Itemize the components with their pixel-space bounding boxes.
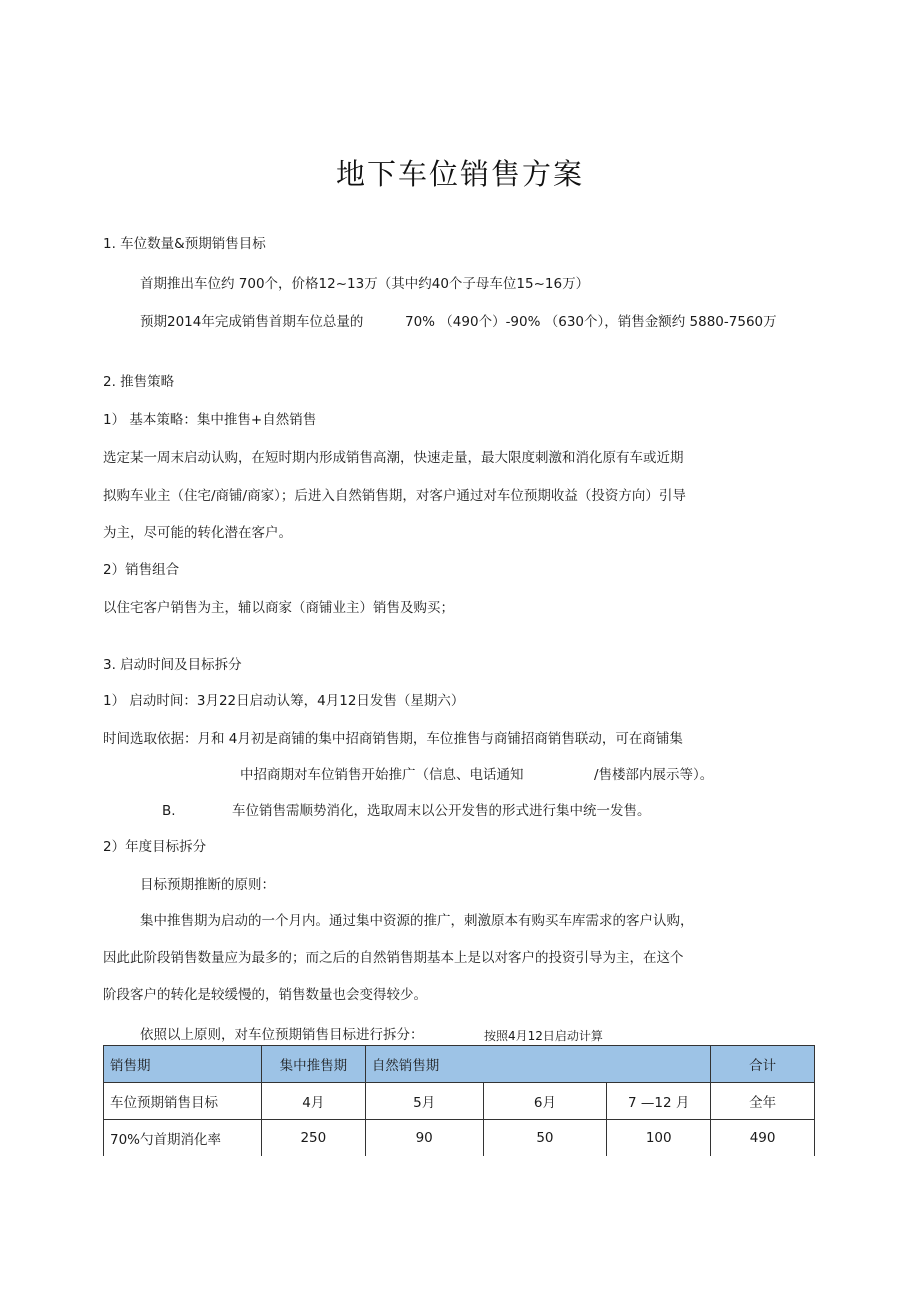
table-header-concentrated: 集中推售期 — [261, 1046, 365, 1083]
section-3-heading: 3. 启动时间及目标拆分 — [103, 657, 242, 673]
table-header-row — [104, 1046, 815, 1083]
table-cell: 100 — [607, 1120, 711, 1157]
section-2-paragraph-2: 拟购车业主（住宅/商铺/商家）；后进入自然销售期，对客户通过对车位预期收益（投资方向）引导 — [103, 488, 686, 504]
table-cell-label: 70%勺首期消化率 — [104, 1120, 262, 1157]
table-cell: 90 — [365, 1120, 483, 1157]
page-title: 地下车位销售方案 — [335, 157, 584, 191]
table-header-natural: 自然销售期 — [365, 1046, 710, 1083]
section-2-paragraph-3: 为主，尽可能的转化潜在客户。 — [103, 525, 292, 541]
section-3-basis-1: 时间选取依据：月和 4月初是商铺的集中招商销售期，车位推售与商铺招商销售联动，可在商铺集 — [103, 731, 683, 747]
section-2-sub-1: 1） 基本策略：集中推售+自然销售 — [103, 412, 317, 428]
section-3-principle: 目标预期推断的原则： — [140, 877, 275, 893]
section-1-paragraph-2b: 70% （490个）-90% （630个），销售金额约 5880-7560万 — [405, 314, 777, 330]
section-3-sub-2: 2）年度目标拆分 — [103, 839, 207, 855]
table-cell: 4月 — [261, 1083, 365, 1120]
table-cell: 50 — [483, 1120, 607, 1157]
table-cell: 250 — [261, 1120, 365, 1157]
table-cell: 全年 — [711, 1083, 815, 1120]
section-2-paragraph-4: 以住宅客户销售为主，辅以商家（商铺业主）销售及购买； — [103, 600, 454, 616]
section-1-heading: 1. 车位数量&预期销售目标 — [103, 236, 266, 252]
section-3-intro: 依照以上原则，对车位预期销售目标进行拆分： — [140, 1027, 424, 1043]
section-2-paragraph-1: 选定某一周末启动认购，在短时期内形成销售高潮，快速走量，最大限度刺激和消化原有车或近期 — [103, 450, 684, 466]
table-row — [104, 1083, 815, 1120]
section-3-paragraph-3: 阶段客户的转化是较缓慢的，销售数量也会变得较少。 — [103, 987, 427, 1003]
section-3-b-text: 车位销售需顺势消化，选取周末以公开发售的形式进行集中统一发售。 — [232, 803, 651, 819]
table-header-total: 合计 — [711, 1046, 815, 1083]
sales-target-table — [103, 1045, 815, 1156]
section-3-paragraph-2: 因此此阶段销售数量应为最多的；而之后的自然销售期基本上是以对客户的投资引导为主，在这个 — [103, 950, 684, 966]
section-2-sub-2: 2）销售组合 — [103, 562, 180, 578]
section-3-basis-2a: 中招商期对车位销售开始推广（信息、电话通知 — [240, 767, 524, 783]
table-cell: 5月 — [365, 1083, 483, 1120]
table-cell: 7 —12 月 — [607, 1083, 711, 1120]
section-2-heading: 2. 推售策略 — [103, 374, 175, 390]
section-3-b-label: B. — [162, 803, 176, 819]
table-cell-label: 车位预期销售目标 — [104, 1083, 262, 1120]
table-row — [104, 1120, 815, 1157]
table-cell: 490 — [711, 1120, 815, 1157]
section-3-sub-1: 1） 启动时间：3月22日启动认筹，4月12日发售（星期六） — [103, 693, 465, 709]
section-1-paragraph-2a: 预期2014年完成销售首期车位总量的 — [140, 314, 364, 330]
section-3-note: 按照4月12日启动计算 — [484, 1029, 603, 1043]
table-header-period: 销售期 — [104, 1046, 262, 1083]
section-3-paragraph-1: 集中推售期为启动的一个月内。通过集中资源的推广，刺激原本有购买车库需求的客户认购， — [140, 913, 694, 929]
section-3-basis-2b: /售楼部内展示等）。 — [594, 767, 714, 783]
table-cell: 6月 — [483, 1083, 607, 1120]
section-1-paragraph-1: 首期推出车位约 700个，价格12~13万（其中约40个子母车位15~16万） — [140, 276, 590, 292]
